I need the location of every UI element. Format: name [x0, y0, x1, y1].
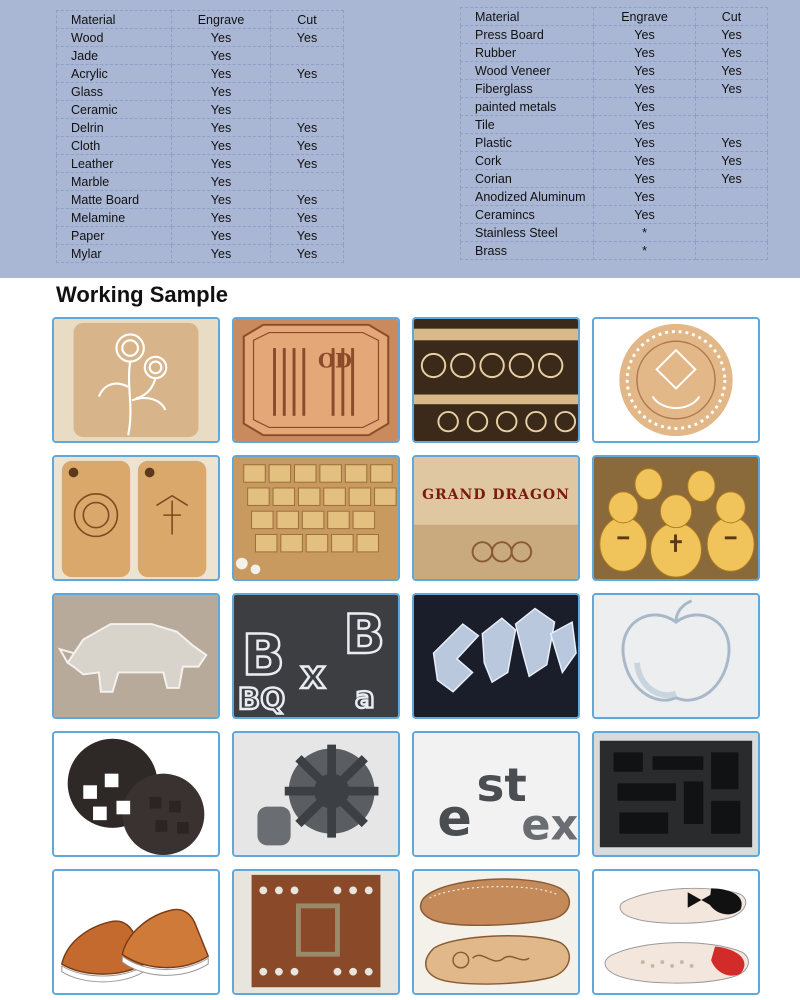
table-row	[461, 242, 768, 260]
table-row	[461, 170, 768, 188]
cell-material: Press Board	[461, 26, 594, 44]
cell-engrave: Yes	[172, 65, 271, 83]
cell-engrave: Yes	[594, 170, 696, 188]
cell-cut	[271, 173, 344, 191]
cell-engrave: Yes	[172, 101, 271, 119]
cell-cut: Yes	[271, 137, 344, 155]
cell-material: Paper	[57, 227, 172, 245]
cell-engrave: Yes	[594, 116, 696, 134]
materials-table-right	[460, 7, 768, 260]
cell-engrave: Yes	[172, 155, 271, 173]
cell-material: Ceramincs	[461, 206, 594, 224]
table-row	[461, 152, 768, 170]
photo-foam-letters	[412, 731, 580, 857]
table-row	[461, 206, 768, 224]
cell-material: Rubber	[461, 44, 594, 62]
materials-table-left-body	[57, 29, 344, 263]
table-row	[461, 44, 768, 62]
photo-round-wood-knot	[592, 317, 760, 443]
cell-engrave: Yes	[594, 188, 696, 206]
cell-material: Cloth	[57, 137, 172, 155]
cell-material: Wood Veneer	[461, 62, 594, 80]
cell-material: Leather	[57, 155, 172, 173]
cell-cut: Yes	[271, 65, 344, 83]
cell-engrave: Yes	[172, 227, 271, 245]
cell-cut: Yes	[271, 29, 344, 47]
table-row	[57, 245, 344, 263]
cell-engrave: Yes	[594, 98, 696, 116]
table-row	[57, 65, 344, 83]
cell-engrave: Yes	[172, 29, 271, 47]
photo-leather-shoes	[52, 869, 220, 995]
cell-engrave: *	[594, 224, 696, 242]
header-material: Material	[461, 8, 594, 26]
table-header-row	[461, 8, 768, 26]
materials-panel	[0, 0, 800, 278]
svg-text:a: a	[355, 680, 375, 715]
cell-material: Delrin	[57, 119, 172, 137]
table-row	[461, 62, 768, 80]
cell-cut: Yes	[271, 191, 344, 209]
svg-text:BQ: BQ	[237, 682, 286, 717]
cell-material: Wood	[57, 29, 172, 47]
cell-cut: Yes	[271, 209, 344, 227]
table-row	[461, 26, 768, 44]
cell-engrave: Yes	[594, 80, 696, 98]
table-row	[461, 98, 768, 116]
photo-clear-acrylic-letters	[232, 593, 400, 719]
cell-cut: Yes	[696, 152, 768, 170]
photo-bamboo-phone-cases	[52, 455, 220, 581]
photo-patent-leather-flats	[592, 869, 760, 995]
table-row	[461, 224, 768, 242]
table-row	[461, 116, 768, 134]
cell-material: Glass	[57, 83, 172, 101]
cell-cut: Yes	[271, 227, 344, 245]
cell-engrave: Yes	[172, 119, 271, 137]
table-row	[57, 101, 344, 119]
table-row	[57, 137, 344, 155]
table-row	[57, 227, 344, 245]
svg-text:x: x	[300, 653, 326, 698]
cell-material: Tile	[461, 116, 594, 134]
header-cut: Cut	[696, 8, 768, 26]
header-engrave: Engrave	[172, 11, 271, 29]
table-row	[461, 188, 768, 206]
cell-engrave: Yes	[594, 206, 696, 224]
cell-engrave: Yes	[172, 245, 271, 263]
cell-cut: Yes	[696, 80, 768, 98]
cell-engrave: Yes	[172, 83, 271, 101]
cell-engrave: Yes	[172, 173, 271, 191]
table-row	[57, 29, 344, 47]
cell-cut: Yes	[696, 44, 768, 62]
materials-table-left	[56, 10, 344, 263]
header-engrave: Engrave	[594, 8, 696, 26]
cell-material: Brass	[461, 242, 594, 260]
table-row	[57, 119, 344, 137]
photo-rose-wood-phone-case	[52, 317, 220, 443]
cell-cut	[696, 188, 768, 206]
cell-engrave: Yes	[172, 47, 271, 65]
cell-material: Mylar	[57, 245, 172, 263]
table-row	[57, 173, 344, 191]
cell-engrave: Yes	[594, 44, 696, 62]
photo-foam-tray-insert	[592, 731, 760, 857]
photo-grand-dragon-wood-box	[412, 455, 580, 581]
cell-engrave: Yes	[172, 137, 271, 155]
cell-material: Plastic	[461, 134, 594, 152]
photo-leather-belt	[232, 869, 400, 995]
photo-leather-soles	[412, 869, 580, 995]
cell-cut: Yes	[271, 155, 344, 173]
table-row	[461, 80, 768, 98]
materials-table-right-body	[461, 26, 768, 260]
cell-material: Anodized Aluminum	[461, 188, 594, 206]
cell-engrave: *	[594, 242, 696, 260]
grand-dragon-caption: GRAND DRAGON	[422, 487, 570, 503]
photo-serenity-wood-plaque	[232, 317, 400, 443]
cell-material: Jade	[57, 47, 172, 65]
photo-foam-wheel	[232, 731, 400, 857]
cell-engrave: Yes	[172, 209, 271, 227]
header-material: Material	[57, 11, 172, 29]
photo-acrylic-apple	[592, 593, 760, 719]
cell-cut	[271, 83, 344, 101]
photo-acrylic-rhino	[52, 593, 220, 719]
header-cut: Cut	[271, 11, 344, 29]
cell-cut	[696, 98, 768, 116]
table-row	[57, 209, 344, 227]
cell-material: Corian	[461, 170, 594, 188]
table-row	[57, 83, 344, 101]
cell-engrave: Yes	[594, 26, 696, 44]
cell-engrave: Yes	[172, 191, 271, 209]
cell-cut: Yes	[696, 26, 768, 44]
photo-foam-discs	[52, 731, 220, 857]
table-row	[57, 191, 344, 209]
photo-lattice-wood-panel	[412, 317, 580, 443]
cell-cut	[696, 224, 768, 242]
cell-material: Ceramic	[57, 101, 172, 119]
photo-acrylic-relief-letters	[412, 593, 580, 719]
cell-cut	[696, 242, 768, 260]
cell-cut: Yes	[696, 170, 768, 188]
cell-cut: Yes	[271, 119, 344, 137]
cell-material: Fiberglass	[461, 80, 594, 98]
cell-cut	[696, 206, 768, 224]
cell-cut: Yes	[696, 62, 768, 80]
cell-cut: Yes	[696, 134, 768, 152]
cell-engrave: Yes	[594, 152, 696, 170]
cell-material: Cork	[461, 152, 594, 170]
cell-material: Stainless Steel	[461, 224, 594, 242]
working-sample-title: Working Sample	[56, 282, 228, 307]
table-row	[461, 134, 768, 152]
svg-text:ex: ex	[521, 800, 578, 851]
table-row	[57, 155, 344, 173]
table-header-row	[57, 11, 344, 29]
cell-material: Marble	[57, 173, 172, 191]
cell-material: Melamine	[57, 209, 172, 227]
svg-text:B: B	[343, 602, 386, 667]
svg-text:st: st	[476, 758, 527, 813]
cell-material: Matte Board	[57, 191, 172, 209]
svg-text:B: B	[241, 623, 285, 689]
cell-engrave: Yes	[594, 62, 696, 80]
sample-photo-grid	[52, 317, 758, 997]
cell-cut: Yes	[271, 245, 344, 263]
plaque-od-letters: OD	[317, 349, 352, 373]
cell-material: Acrylic	[57, 65, 172, 83]
cell-engrave: Yes	[594, 134, 696, 152]
cell-cut	[271, 101, 344, 119]
cell-material: painted metals	[461, 98, 594, 116]
photo-engraved-gourds	[592, 455, 760, 581]
cell-cut	[271, 47, 344, 65]
svg-text:e: e	[437, 788, 472, 848]
photo-bamboo-keyboard	[232, 455, 400, 581]
cell-cut	[696, 116, 768, 134]
table-row	[57, 47, 344, 65]
